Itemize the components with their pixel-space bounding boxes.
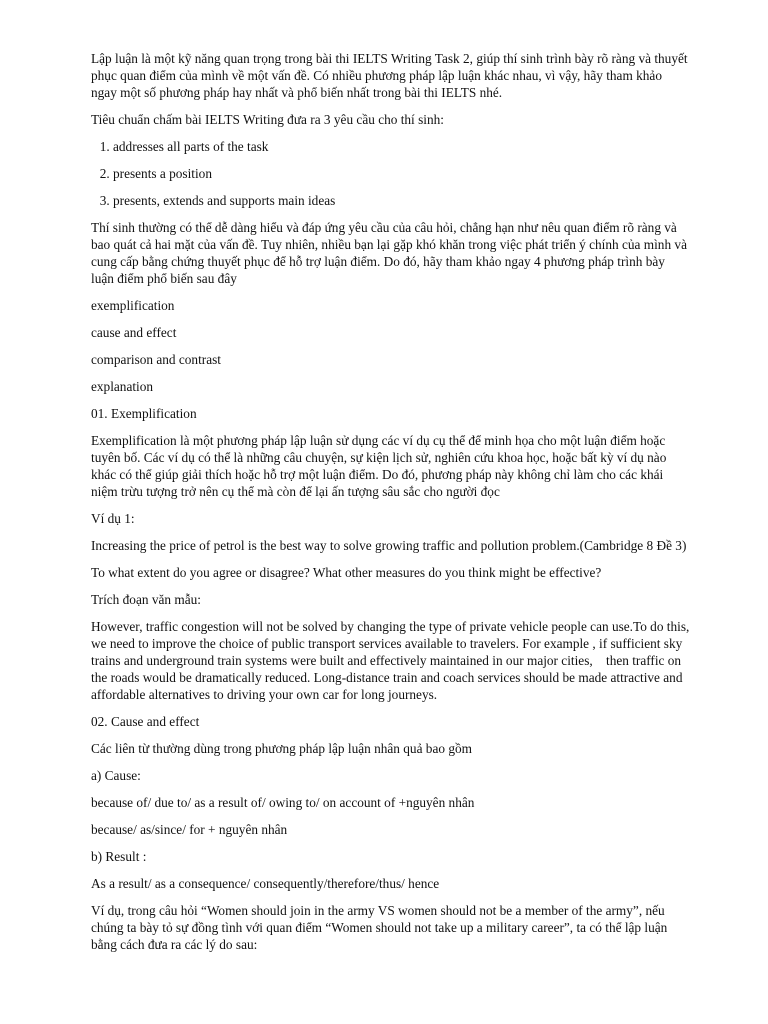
criteria-item: 3. presents, extends and supports main ideas bbox=[113, 192, 691, 209]
cause-label: a) Cause: bbox=[91, 768, 141, 783]
criteria-item: 2. presents a position bbox=[113, 165, 691, 182]
cause-line-2: because/ as/since/ for + nguyên nhân bbox=[91, 822, 288, 837]
criteria-list bbox=[91, 138, 691, 209]
cause-intro: Các liên từ thường dùng trong phương pháp lập luận nhân quả bao gồm bbox=[91, 741, 472, 756]
method-item: comparison and contrast bbox=[91, 352, 221, 367]
method-item: exemplification bbox=[91, 298, 175, 313]
cause-line-1: because of/ due to/ as a result of/ owing to/ on account of +nguyên nhân bbox=[91, 795, 475, 810]
method-item: cause and effect bbox=[91, 325, 177, 340]
result-line: As a result/ as a consequence/ consequently/therefore/thus/ hence bbox=[91, 876, 440, 891]
section-heading-exemplification: 01. Exemplification bbox=[91, 406, 197, 421]
excerpt-label: Trích đoạn văn mẫu: bbox=[91, 592, 201, 607]
exemplification-paragraph: Exemplification là một phương pháp lập luận sử dụng các ví dụ cụ thể để minh họa cho một luận điểm hoặc tuyên bố. Các ví dụ có thể là những câu chuyện, sự kiện lịch sử, nghiên cứu khoa học, hoặc bất kỳ ví dụ nào khác có thể giúp giải thích hoặc hỗ trợ một luận điểm. Do đó, phương pháp này không chỉ làm cho các khái niệm trừu tượng trở nên cụ thể mà còn để lại ấn tượng sâu sắc cho người đọc bbox=[91, 433, 667, 499]
example1-question: Increasing the price of petrol is the best way to solve growing traffic and pollution problem.(Cambridge 8 Đề 3) bbox=[91, 538, 687, 553]
method-item: explanation bbox=[91, 379, 154, 394]
section-heading-cause-effect: 02. Cause and effect bbox=[91, 714, 200, 729]
criteria-item: 1. addresses all parts of the task bbox=[113, 138, 691, 155]
document-body bbox=[91, 50, 691, 963]
final-paragraph: Ví dụ, trong câu hỏi “Women should join in the army VS women should not be a member of the army”, nếu chúng ta bày tỏ sự đồng tình với quan điểm “Women should not take up a military career”, ta có thể lập luận bằng cách đưa ra các lý do sau: bbox=[91, 903, 668, 952]
excerpt-paragraph: However, traffic congestion will not be solved by changing the type of private vehicle people can use.To do this, we need to improve the choice of public transport services available to travelers. For example , if sufficient sky trains and underground train systems were built and effectively maintained in our major cities, then traffic on the roads would be dramatically reduced. Long-distance train and coach services should be made attractive and affordable alternatives to driving your own car for long journeys. bbox=[91, 619, 693, 702]
example1-label: Ví dụ 1: bbox=[91, 511, 135, 526]
result-label: b) Result : bbox=[91, 849, 147, 864]
intro-paragraph: Lập luận là một kỹ năng quan trọng trong bài thi IELTS Writing Task 2, giúp thí sinh trình bày rõ ràng và thuyết phục quan điểm của mình về một vấn đề. Có nhiều phương pháp lập luận khác nhau, vì vậy, hãy tham khảo ngay một số phương pháp hay nhất và phổ biến nhất trong bài thi IELTS nhé. bbox=[91, 51, 688, 100]
example1-prompt: To what extent do you agree or disagree? What other measures do you think might be effective? bbox=[91, 565, 602, 580]
criteria-intro: Tiêu chuẩn chấm bài IELTS Writing đưa ra 3 yêu cầu cho thí sinh: bbox=[91, 112, 444, 127]
methods-paragraph: Thí sinh thường có thể dễ dàng hiểu và đáp ứng yêu cầu của câu hỏi, chẳng hạn như nêu quan điểm rõ ràng và bao quát cả hai mặt của vấn đề. Tuy nhiên, nhiều bạn lại gặp khó khăn trong việc phát triển ý chính của mình và cung cấp bằng chứng thuyết phục để hỗ trợ luận điểm. Do đó, hãy tham khảo ngay 4 phương pháp trình bày luận điểm phổ biến sau đây bbox=[91, 220, 687, 286]
